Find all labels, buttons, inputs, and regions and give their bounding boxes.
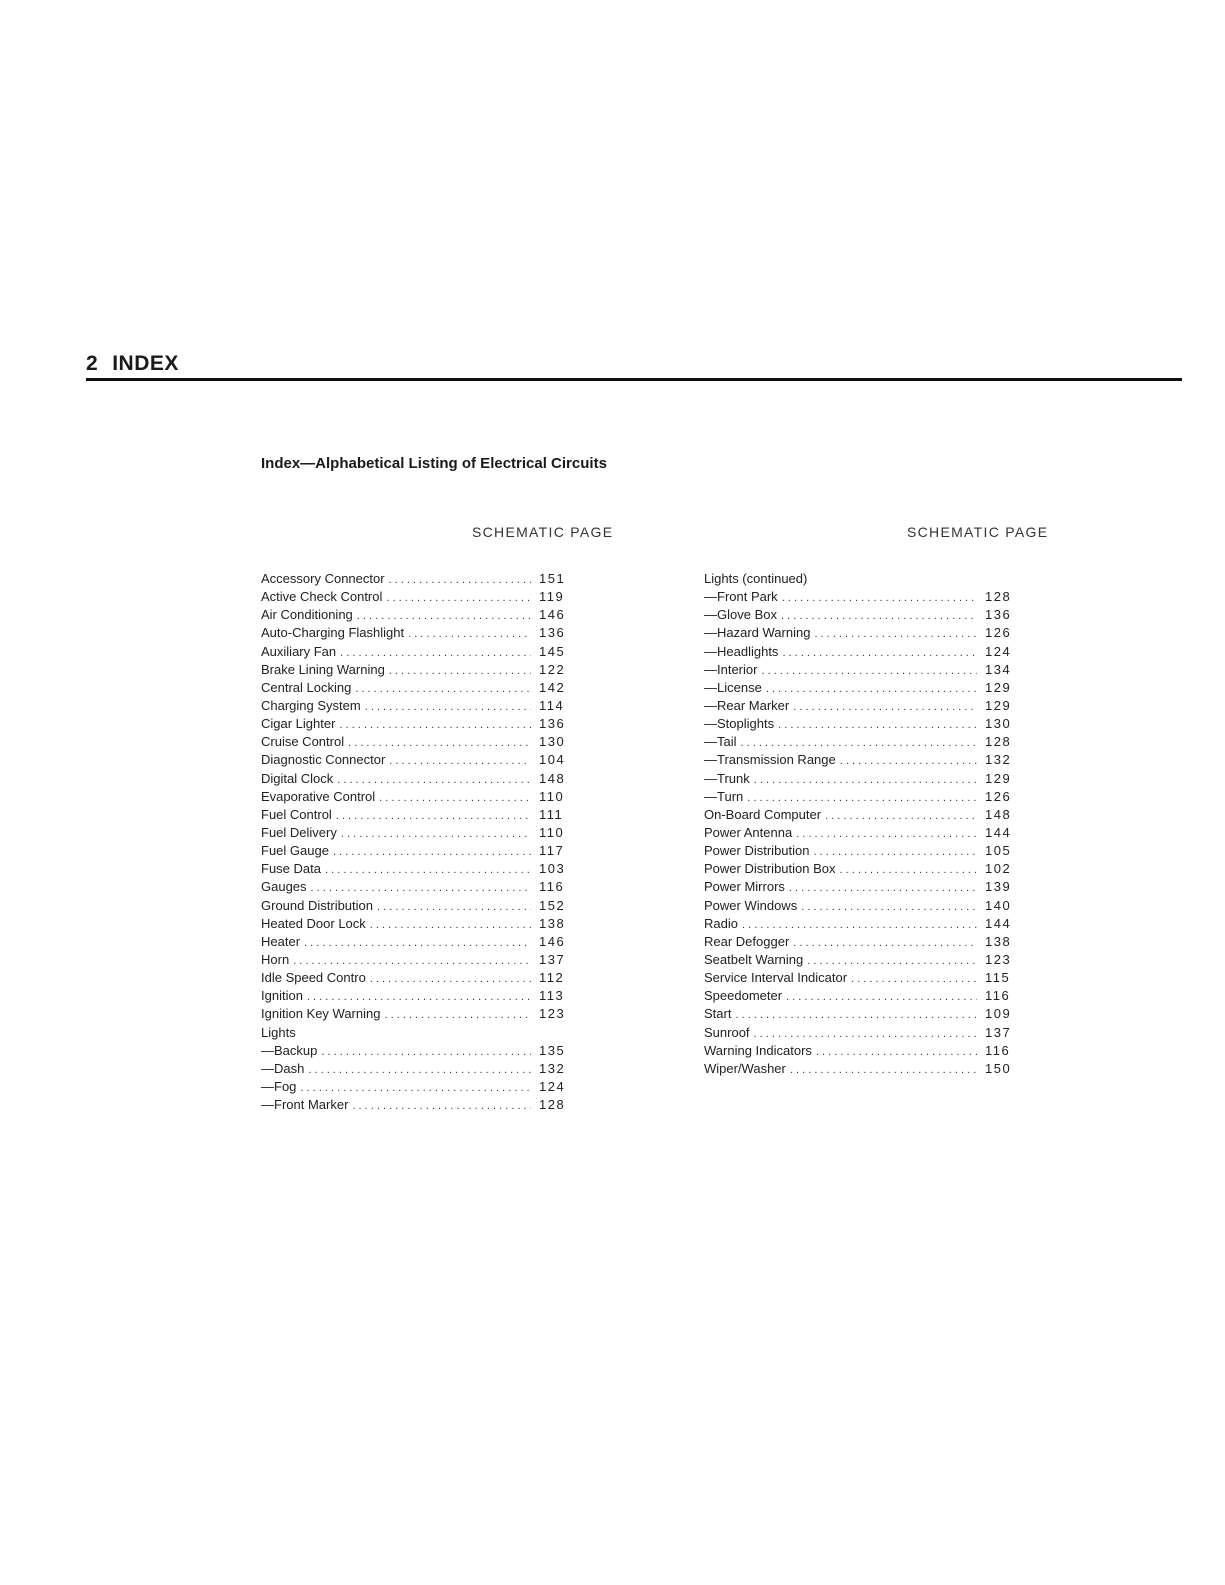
dot-leader [814,625,977,642]
entry-label: Cigar Lighter [261,715,339,733]
entry-page: 146 [539,933,566,949]
index-entry [261,969,571,987]
index-entry [261,915,571,933]
entry-label: —Interior [704,661,761,679]
index-entry [704,1024,1017,1042]
entry-page: 109 [985,1006,1012,1022]
entry-page: 104 [539,752,566,768]
entry-label: Digital Clock [261,770,337,788]
entry-page: 126 [985,625,1012,641]
index-entry [704,1005,1017,1023]
index-entry [704,806,1017,824]
entry-label: —Front Marker [261,1096,352,1114]
index-entry [261,878,571,896]
index-entry [261,643,571,661]
index-entry [704,770,1017,788]
entry-label: —Fog [261,1078,300,1096]
entry-page: 116 [985,1042,1011,1058]
column-header-right: SCHEMATIC PAGE [907,524,1049,540]
entry-page: 135 [539,1042,566,1058]
entry-label: Warning Indicators [704,1042,816,1060]
entry-page: 123 [985,951,1012,967]
entry-label: —Hazard Warning [704,624,814,642]
dot-leader [357,607,531,624]
entry-label: —Backup [261,1042,321,1060]
index-entry [261,824,571,842]
index-entry [704,987,1017,1005]
index-entry [261,951,571,969]
entry-page: 145 [539,643,566,659]
dot-leader [389,571,531,588]
dot-leader [370,916,531,933]
entry-label: Start [704,1005,735,1023]
entry-page: 102 [985,861,1012,877]
entry-label: —Headlights [704,643,782,661]
index-entry [704,860,1017,878]
dot-leader [365,698,531,715]
entry-label: Fuel Control [261,806,336,824]
index-entry [261,697,571,715]
dot-leader [386,589,531,606]
entry-label: Brake Lining Warning [261,661,389,679]
dot-leader [370,970,531,987]
dot-leader [807,952,977,969]
entry-label: —Rear Marker [704,697,793,715]
entry-page: 103 [539,861,566,877]
index-entry [261,679,571,697]
entry-label: Fuel Gauge [261,842,333,860]
dot-leader [321,1043,531,1060]
entry-label: —Front Park [704,588,782,606]
entry-page: 148 [985,806,1012,822]
index-entry [704,788,1017,806]
entry-page: 139 [985,879,1012,895]
dot-leader [778,716,977,733]
dot-leader [408,625,531,642]
dot-leader [782,644,977,661]
dot-leader [337,771,531,788]
dot-leader [742,916,977,933]
dot-leader [851,970,977,987]
entry-page: 129 [985,679,1012,695]
entry-page: 137 [985,1024,1012,1040]
index-entry [261,933,571,951]
section-title: INDEX [112,352,179,375]
entry-page: 130 [539,734,566,750]
entry-page: 128 [985,734,1012,750]
dot-leader [796,825,977,842]
entry-page: 122 [539,661,566,677]
entry-label: Radio [704,915,742,933]
entry-page: 140 [985,897,1012,913]
entry-page: 119 [539,589,565,605]
entry-label: Diagnostic Connector [261,751,389,769]
entry-page: 148 [539,770,566,786]
entry-label: Cruise Control [261,733,348,751]
index-entry [704,661,1017,679]
index-entry [704,951,1017,969]
index-entry [704,933,1017,951]
dot-leader [348,734,531,751]
index-column-left [261,570,571,1114]
entry-label: Ignition Key Warning [261,1005,384,1023]
entry-label: Power Distribution [704,842,814,860]
column-header-left: SCHEMATIC PAGE [472,524,614,540]
index-entry [261,770,571,788]
entry-page: 134 [985,661,1012,677]
dot-leader [355,680,531,697]
entry-label: Accessory Connector [261,570,389,588]
dot-leader [293,952,531,969]
entry-label: Lights [261,1024,296,1040]
index-title: Index—Alphabetical Listing of Electrical Circuits [261,455,607,472]
entry-page: 152 [539,897,566,913]
index-entry [704,842,1017,860]
dot-leader [352,1097,531,1114]
header-rule [86,378,1182,381]
dot-leader [377,898,531,915]
entry-label: Central Locking [261,679,355,697]
entry-label: Horn [261,951,293,969]
page-header [86,352,179,376]
entry-page: 138 [985,933,1012,949]
dot-leader [379,789,531,806]
entry-label: Power Mirrors [704,878,789,896]
entry-label: Speedometer [704,987,786,1005]
index-entry [704,679,1017,697]
index-entry [704,897,1017,915]
entry-page: 116 [539,879,565,895]
entry-page: 136 [539,716,566,732]
dot-leader [341,825,531,842]
dot-leader [782,589,977,606]
entry-label: —Glove Box [704,606,781,624]
entry-page: 113 [539,988,565,1004]
index-entry [261,842,571,860]
entry-page: 123 [539,1006,566,1022]
entry-page: 126 [985,788,1012,804]
dot-leader [340,644,531,661]
entry-label: —Trunk [704,770,754,788]
index-entry [261,624,571,642]
index-entry [704,878,1017,896]
index-entry [704,824,1017,842]
entry-label: Ignition [261,987,307,1005]
entry-page: 151 [539,571,566,586]
index-entry [261,606,571,624]
entry-label: Power Windows [704,897,801,915]
entry-label: Auto-Charging Flashlight [261,624,408,642]
entry-page: 128 [985,589,1012,605]
dot-leader [789,879,977,896]
index-entry [261,860,571,878]
dot-leader [761,662,977,679]
index-entry [704,606,1017,624]
index-entry [261,987,571,1005]
entry-page: 150 [985,1060,1012,1076]
dot-leader [735,1006,977,1023]
index-entry [704,624,1017,642]
index-entry [704,697,1017,715]
entry-page: 129 [985,697,1012,713]
dot-leader [325,861,531,878]
index-entry [704,1042,1017,1060]
index-entry [261,661,571,679]
index-entry [704,1060,1017,1078]
entry-page: 124 [985,643,1012,659]
dot-leader [754,1025,977,1042]
entry-page: 111 [539,806,564,822]
index-entry [261,588,571,606]
index-entry [704,751,1017,769]
entry-label: Fuel Delivery [261,824,341,842]
index-entry [261,806,571,824]
index-entry [704,588,1017,606]
dot-leader [389,662,531,679]
entry-label: —Turn [704,788,747,806]
dot-leader [336,807,531,824]
index-entry [261,1060,571,1078]
dot-leader [825,807,977,824]
entry-page: 142 [539,679,566,695]
entry-page: 132 [985,752,1012,768]
index-entry [261,733,571,751]
entry-label: Heated Door Lock [261,915,370,933]
entry-page: 138 [539,915,566,931]
dot-leader [793,934,977,951]
entry-label: On-Board Computer [704,806,825,824]
index-entry [704,570,1017,588]
dot-leader [307,988,531,1005]
entry-label: Ground Distribution [261,897,377,915]
dot-leader [840,861,978,878]
index-entry [261,1042,571,1060]
entry-label: Service Interval Indicator [704,969,851,987]
entry-label: —License [704,679,766,697]
dot-leader [754,771,977,788]
dot-leader [384,1006,531,1023]
index-entry [704,643,1017,661]
entry-label: Power Distribution Box [704,860,840,878]
index-entry [261,1078,571,1096]
dot-leader [786,988,977,1005]
index-entry [261,788,571,806]
dot-leader [814,843,978,860]
dot-leader [840,752,977,769]
index-entry [261,751,571,769]
entry-page: 115 [985,970,1011,986]
entry-label: Active Check Control [261,588,386,606]
entry-page: 128 [539,1097,566,1113]
entry-label: Charging System [261,697,365,715]
entry-label: Gauges [261,878,311,896]
entry-page: 146 [539,607,566,623]
dot-leader [781,607,977,624]
dot-leader [304,934,531,951]
dot-leader [300,1079,531,1096]
entry-page: 129 [985,770,1012,786]
index-entry [704,915,1017,933]
entry-label: —Stoplights [704,715,778,733]
index-entry [261,570,571,588]
entry-label: Sunroof [704,1024,754,1042]
entry-page: 110 [539,788,565,804]
dot-leader [801,898,977,915]
index-entry [261,715,571,733]
entry-label: Auxiliary Fan [261,643,340,661]
dot-leader [816,1043,977,1060]
entry-page: 144 [985,824,1012,840]
entry-page: 117 [539,843,565,859]
dot-leader [790,1061,977,1078]
entry-page: 136 [539,625,566,641]
index-entry [261,1005,571,1023]
entry-page: 136 [985,607,1012,623]
dot-leader [308,1061,531,1078]
index-entry [261,1096,571,1114]
page-number: 2 [86,352,99,375]
entry-label: Seatbelt Warning [704,951,807,969]
dot-leader [747,789,977,806]
entry-label: Rear Defogger [704,933,793,951]
entry-label: —Transmission Range [704,751,840,769]
index-entry [704,969,1017,987]
entry-label: Air Conditioning [261,606,357,624]
index-entry [261,1024,571,1042]
dot-leader [793,698,977,715]
entry-label: Heater [261,933,304,951]
entry-label: Lights (continued) [704,571,808,586]
dot-leader [741,734,977,751]
entry-page: 114 [539,697,565,713]
dot-leader [311,879,531,896]
entry-label: —Dash [261,1060,308,1078]
dot-leader [339,716,531,733]
index-entry [704,733,1017,751]
entry-label: Evaporative Control [261,788,379,806]
entry-page: 112 [539,970,565,986]
entry-page: 110 [539,824,565,840]
entry-page: 132 [539,1060,566,1076]
dot-leader [389,752,531,769]
dot-leader [766,680,977,697]
entry-page: 124 [539,1078,566,1094]
entry-label: Wiper/Washer [704,1060,790,1078]
index-entry [261,897,571,915]
entry-page: 144 [985,915,1012,931]
entry-page: 137 [539,951,566,967]
entry-page: 130 [985,716,1012,732]
entry-label: —Tail [704,733,741,751]
entry-page: 105 [985,843,1012,859]
index-entry [704,715,1017,733]
dot-leader [333,843,531,860]
entry-page: 116 [985,988,1011,1004]
entry-label: Idle Speed Contro [261,969,370,987]
index-column-right [704,570,1017,1078]
entry-label: Fuse Data [261,860,325,878]
entry-label: Power Antenna [704,824,796,842]
